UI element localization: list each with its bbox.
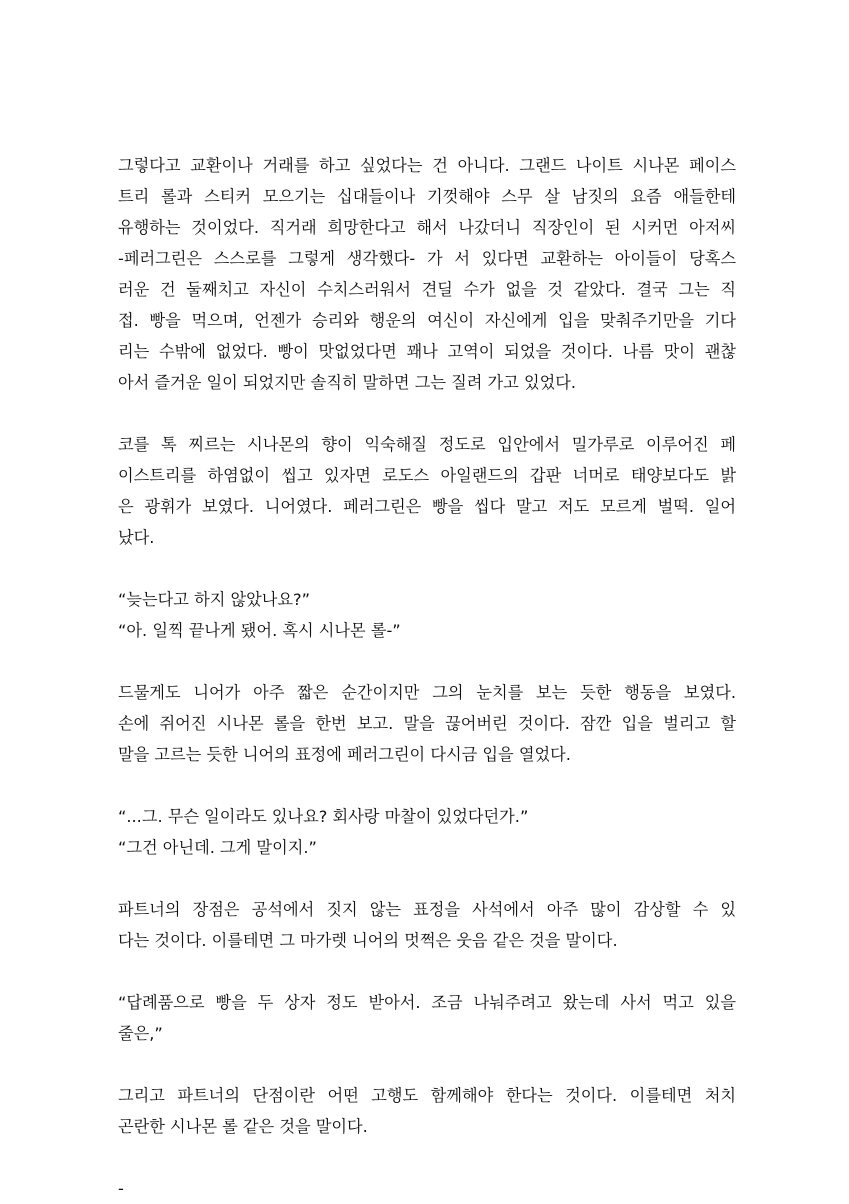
paragraph <box>118 1080 736 1142</box>
dialogue-line: “답례품으로 빵을 두 상자 정도 받아서. 조금 나눠주려고 왔는데 사서 먹고 있을 <box>118 993 736 1012</box>
text-line: 코를 톡 찌르는 시나몬의 향이 익숙해질 정도로 입안에서 밀가루로 이루어진 페 <box>118 435 736 454</box>
text-line: 파트너의 장점은 공석에서 짓지 않는 표정을 사석에서 아주 많이 감상할 수 있 <box>118 900 736 919</box>
paragraph <box>118 677 736 770</box>
dialogue-line: “아. 일찍 끝나게 됐어. 혹시 시나몬 롤-” <box>118 621 401 640</box>
dialogue-line: “그건 아닌데. 그게 말이지.” <box>118 838 317 857</box>
text-line: 그렇다고 교환이나 거래를 하고 싶었다는 건 아니다. 그랜드 나이트 시나몬 페이스 <box>118 156 736 175</box>
text-line: 아서 즐거운 일이 되었지만 솔직히 말하면 그는 질려 가고 있었다. <box>118 373 577 392</box>
dialogue-line: “늦는다고 하지 않았나요?” <box>118 590 311 609</box>
paragraph <box>118 429 736 553</box>
text-line: 유행하는 것이었다. 직거래 희망한다고 해서 나갔더니 직장인이 된 시커먼 아저씨 <box>118 218 736 237</box>
text-line: 말을 고르는 듯한 니어의 표정에 페러그린이 다시금 입을 열었다. <box>118 745 571 764</box>
text-line: 트리 롤과 스티커 모으기는 십대들이나 기껏해야 스무 살 남짓의 요즘 애들한테 <box>118 187 736 206</box>
dialogue <box>118 987 736 1049</box>
document-page <box>118 150 736 1204</box>
text-line: 리는 수밖에 없었다. 빵이 맛없었다면 꽤나 고역이 되었을 것이다. 나름 맛이 괜찮 <box>118 342 736 361</box>
paragraph <box>118 894 736 956</box>
dialogue-line: “...그. 무슨 일이라도 있나요? 회사랑 마찰이 있었다던가.” <box>118 807 529 826</box>
text-line: -페러그린은 스스로를 그렇게 생각했다- 가 서 있다면 교환하는 아이들이 당혹스 <box>118 249 736 268</box>
dialogue <box>118 801 736 863</box>
dialogue <box>118 584 736 646</box>
paragraph <box>118 150 736 398</box>
text-line: 났다. <box>118 528 155 547</box>
text-line: 그리고 파트너의 단점이란 어떤 고행도 함께해야 한다는 것이다. 이를테면 처치 <box>118 1086 736 1105</box>
dialogue-line: 줄은,” <box>118 1024 163 1043</box>
text-line: 러운 건 둘째치고 자신이 수치스러워서 견딜 수가 없을 것 같았다. 결국 그는 직 <box>118 280 736 299</box>
text-line: 손에 쥐어진 시나몬 롤을 한번 보고. 말을 끊어버린 것이다. 잠깐 입을 벌리고 할 <box>118 714 736 733</box>
text-line: 곤란한 시나몬 롤 같은 것을 말이다. <box>118 1117 368 1136</box>
text-line: 은 광휘가 보였다. 니어였다. 페러그린은 빵을 씹다 말고 저도 모르게 벌떡. 일어 <box>118 497 736 516</box>
text-line: 드물게도 니어가 아주 짧은 순간이지만 그의 눈치를 보는 듯한 행동을 보였다. <box>118 683 736 702</box>
text-line: 이스트리를 하염없이 씹고 있자면 로도스 아일랜드의 갑판 너머로 태양보다도 밝 <box>118 466 736 485</box>
text-line: 접. 빵을 먹으며, 언젠가 승리와 행운의 여신이 자신에게 입을 맞춰주기만을 기다 <box>118 311 736 330</box>
section-end-mark: - <box>118 1179 124 1198</box>
text-line: 다는 것이다. 이를테면 그 마가렛 니어의 멋쩍은 웃음 같은 것을 말이다. <box>118 931 618 950</box>
